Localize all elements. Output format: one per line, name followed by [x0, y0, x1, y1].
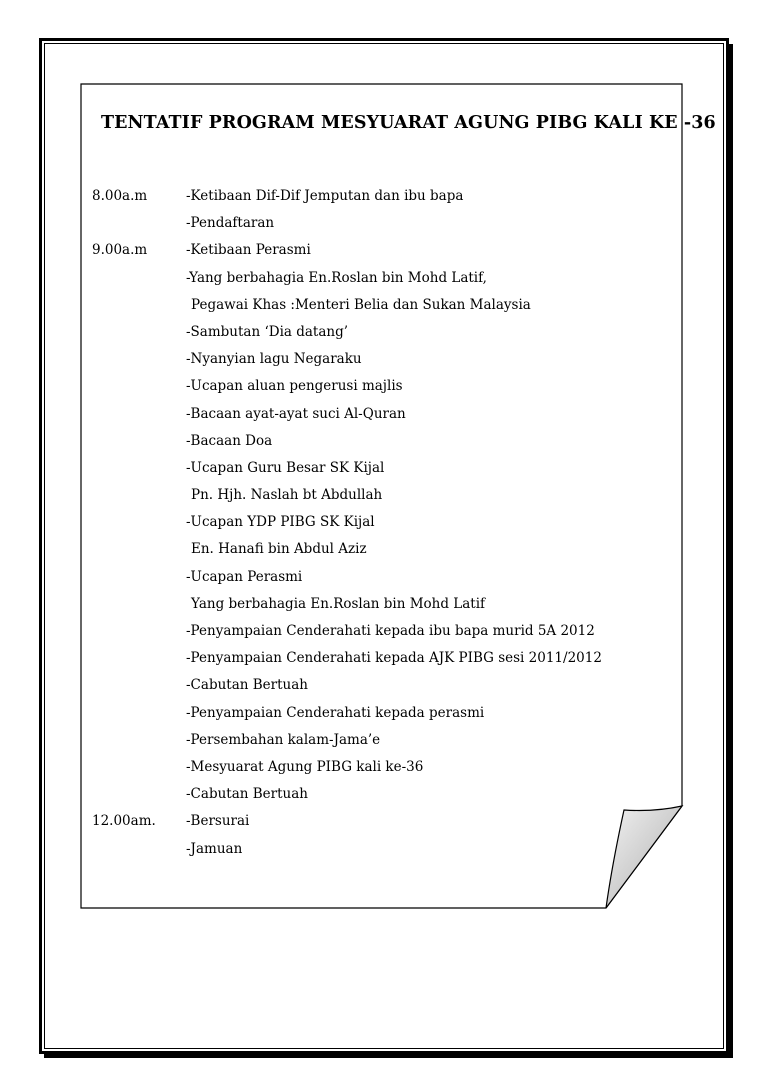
schedule-activity: -Cabutan Bertuah [186, 677, 308, 694]
schedule-activity: Pegawai Khas :Menteri Belia dan Sukan Malaysia [191, 296, 531, 313]
schedule-activity: -Bersurai [186, 813, 250, 830]
schedule-list [92, 186, 652, 866]
schedule-time: 12.00am. [92, 813, 156, 830]
schedule-row [92, 295, 652, 322]
schedule-activity: -Cabutan Bertuah [186, 786, 308, 803]
schedule-row [92, 730, 652, 757]
schedule-row [92, 594, 652, 621]
schedule-row [92, 567, 652, 594]
schedule-activity: -Ketibaan Perasmi [186, 242, 311, 259]
schedule-row [92, 458, 652, 485]
schedule-row [92, 240, 652, 267]
schedule-time: 9.00a.m [92, 242, 148, 259]
schedule-row [92, 811, 652, 838]
schedule-row [92, 322, 652, 349]
schedule-activity: Yang berbahagia En.Roslan bin Mohd Latif [191, 595, 486, 612]
schedule-activity: -Nyanyian lagu Negaraku [186, 351, 362, 368]
schedule-activity: -Penyampaian Cenderahati kepada AJK PIBG sesi 2011/2012 [186, 650, 602, 667]
schedule-activity: -Pendaftaran [186, 215, 275, 232]
schedule-time: 8.00a.m [92, 188, 148, 204]
schedule-row [92, 784, 652, 811]
schedule-activity: -Sambutan ‘Dia datang’ [186, 323, 349, 340]
schedule-activity: -Jamuan [186, 840, 243, 857]
schedule-row [92, 376, 652, 403]
schedule-row [92, 186, 652, 213]
schedule-row [92, 839, 652, 866]
schedule-row [92, 268, 652, 295]
schedule-activity: -Mesyuarat Agung PIBG kali ke-36 [186, 758, 424, 775]
schedule-activity: Pn. Hjh. Naslah bt Abdullah [191, 487, 383, 504]
schedule-row [92, 404, 652, 431]
schedule-row [92, 485, 652, 512]
schedule-activity: -Ucapan Guru Besar SK Kijal [186, 459, 385, 476]
schedule-row [92, 757, 652, 784]
schedule-row [92, 349, 652, 376]
schedule-activity: -Ucapan Perasmi [186, 568, 303, 585]
schedule-activity: -Yang berbahagia En.Roslan bin Mohd Latif, [186, 269, 487, 286]
schedule-activity: -Ucapan YDP PIBG SK Kijal [186, 514, 375, 531]
schedule-activity: -Bacaan ayat-ayat suci Al-Quran [186, 405, 406, 422]
schedule-row [92, 539, 652, 566]
schedule-activity: -Persembahan kalam-Jama’e [186, 731, 381, 748]
schedule-row [92, 648, 652, 675]
schedule-row [92, 703, 652, 730]
schedule-row [92, 512, 652, 539]
schedule-row [92, 213, 652, 240]
schedule-row [92, 675, 652, 702]
document-title: TENTATIF PROGRAM MESYUARAT AGUNG PIBG KALI KE -36 [101, 113, 716, 133]
schedule-activity: -Ketibaan Dif-Dif Jemputan dan ibu bapa [186, 188, 464, 204]
schedule-activity: -Penyampaian Cenderahati kepada perasmi [186, 704, 485, 721]
schedule-activity: -Bacaan Doa [186, 432, 273, 449]
schedule-row [92, 621, 652, 648]
schedule-activity: En. Hanafi bin Abdul Aziz [191, 541, 367, 558]
schedule-activity: -Ucapan aluan pengerusi majlis [186, 378, 403, 395]
schedule-row [92, 431, 652, 458]
schedule-activity: -Penyampaian Cenderahati kepada ibu bapa murid 5A 2012 [186, 623, 595, 639]
